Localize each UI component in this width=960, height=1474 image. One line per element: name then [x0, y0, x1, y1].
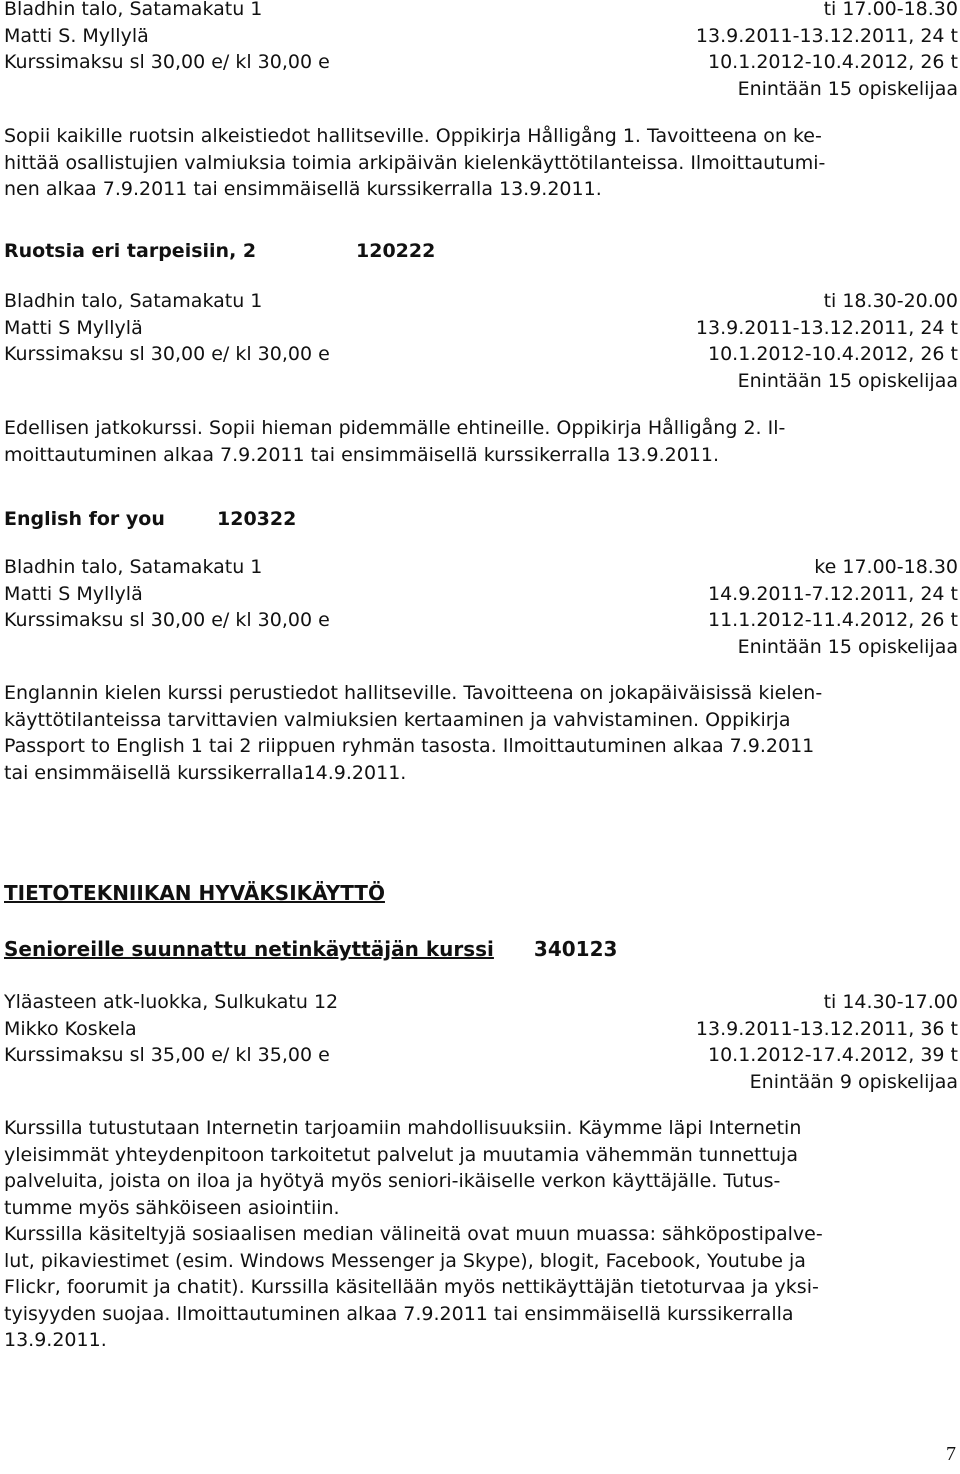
teacher: Matti S. Myllylä [4, 24, 149, 47]
max-students: Enintään 9 opiskelijaa [749, 1070, 958, 1093]
course-info-row [4, 1069, 958, 1096]
course-info-row [4, 368, 958, 395]
schedule: ti 18.30-20.00 [823, 290, 958, 312]
spring-dates: 10.1.2012-10.4.2012, 26 t [708, 343, 958, 365]
autumn-dates: 13.9.2011-13.12.2011, 24 t [695, 316, 958, 339]
course-title-row [4, 237, 958, 265]
course-info-row [4, 288, 958, 315]
course-info-row [4, 1042, 958, 1069]
course-info-row [4, 49, 958, 76]
course-info-row [4, 23, 958, 50]
max-students: Enintään 15 opiskelijaa [737, 77, 958, 100]
max-students: Enintään 15 opiskelijaa [737, 635, 958, 658]
course-description: Kurssilla tutustutaan Internetin tarjoamiin mahdollisuuksiin. Käymme läpi Internetin yleisimmät yhteydenpitoon tarkoitetut palvelut ja muutamia vähemmän tunnettuja palveluita, joista on iloa ja hyötyä myös seniori-ikäiselle verkon käyttäjälle. Tutus- tumme myös sähköiseen asiointiin. Kurssilla käsiteltyjä sosiaalisen median välineitä ovat muun muassa: sähköpostipalve- lut, pikaviestimet (esim. Windows Messenger ja Skype), blogit, Facebook, Youtube ja Flickr, foorumit ja chatit). Kurssilla käsitellään myös nettikäyttäjän tietoturvaa ja yksi- tyisyyden suojaa. Ilmoittautuminen alkaa 7.9.2011 tai ensimmäisellä kurssikerralla 13.9.2011. [4, 1117, 823, 1351]
course-description: Edellisen jatkokurssi. Sopii hieman pidemmälle ehtineille. Oppikirja Hålligång 2. Il- moittautuminen alkaa 7.9.2011 tai ensimmäisellä kurssikerralla 13.9.2011. [4, 417, 786, 466]
course-info-row [4, 581, 958, 608]
course-info-row [4, 554, 958, 581]
course-info-row [4, 315, 958, 342]
course-title: Ruotsia eri tarpeisiin, 2 [4, 240, 257, 262]
course-title-row [4, 935, 958, 963]
spring-dates: 10.1.2012-17.4.2012, 39 t [708, 1044, 958, 1066]
course-description: Sopii kaikille ruotsin alkeistiedot hallitseville. Oppikirja Hålligång 1. Tavoitteena on ke- hittää osallistujien valmiuksia toimia arkipäivän kielenkäyttötilanteissa. Ilmoittautumi- nen alkaa 7.9.2011 tai ensimmäisellä kurssikerralla 13.9.2011. [4, 125, 826, 200]
section-heading: TIETOTEKNIIKAN HYVÄKSIKÄYTTÖ [4, 881, 385, 905]
course-info-row [4, 989, 958, 1016]
course-code: 120322 [217, 508, 297, 530]
autumn-dates: 13.9.2011-13.12.2011, 36 t [695, 1017, 958, 1040]
teacher: Mikko Koskela [4, 1017, 137, 1040]
course-english [4, 505, 958, 786]
course-info-row [4, 1016, 958, 1043]
venue: Bladhin talo, Satamakatu 1 [4, 290, 263, 312]
spring-dates: 11.1.2012-11.4.2012, 26 t [708, 609, 958, 631]
max-students: Enintään 15 opiskelijaa [737, 369, 958, 392]
course-swedish-2 [4, 237, 958, 468]
page-number: 7 [946, 1443, 956, 1465]
autumn-dates: 13.9.2011-13.12.2011, 24 t [695, 24, 958, 47]
teacher: Matti S Myllylä [4, 582, 143, 605]
course-fee: Kurssimaksu sl 35,00 e/ kl 35,00 e [4, 1044, 330, 1066]
schedule: ti 17.00-18.30 [823, 0, 958, 20]
venue: Bladhin talo, Satamakatu 1 [4, 0, 263, 20]
course-title-row [4, 505, 958, 533]
course-code: 340123 [533, 937, 618, 961]
teacher: Matti S Myllylä [4, 316, 143, 339]
course-info-row [4, 341, 958, 368]
course-info-row [4, 76, 958, 103]
course-internet-seniors [4, 935, 958, 1354]
course-fee: Kurssimaksu sl 30,00 e/ kl 30,00 e [4, 609, 330, 631]
course-code: 120222 [356, 240, 436, 262]
autumn-dates: 14.9.2011-7.12.2011, 24 t [708, 582, 958, 605]
venue: Yläasteen atk-luokka, Sulkukatu 12 [4, 991, 339, 1013]
course-info-row [4, 0, 958, 23]
schedule: ti 14.30-17.00 [823, 991, 958, 1013]
course-description: Englannin kielen kurssi perustiedot hallitseville. Tavoitteena on jokapäiväisissä kielen- käyttötilanteissa tarvittavien valmiuksien kertaaminen ja vahvistaminen. Oppikirja Passport to English 1 tai 2 riippuen ryhmän tasosta. Ilmoittautuminen alkaa 7.9.2011 tai ensimmäisellä kurssikerralla14.9.2011. [4, 682, 823, 784]
schedule: ke 17.00-18.30 [814, 556, 958, 578]
course-fee: Kurssimaksu sl 30,00 e/ kl 30,00 e [4, 51, 330, 73]
venue: Bladhin talo, Satamakatu 1 [4, 556, 263, 578]
course-info-row [4, 634, 958, 661]
course-fee: Kurssimaksu sl 30,00 e/ kl 30,00 e [4, 343, 330, 365]
course-title: Senioreille suunnattu netinkäyttäjän kurssi [4, 937, 494, 961]
spring-dates: 10.1.2012-10.4.2012, 26 t [708, 51, 958, 73]
course-info-row [4, 607, 958, 634]
course-title: English for you [4, 508, 165, 530]
course-swedish-1 [4, 0, 958, 203]
